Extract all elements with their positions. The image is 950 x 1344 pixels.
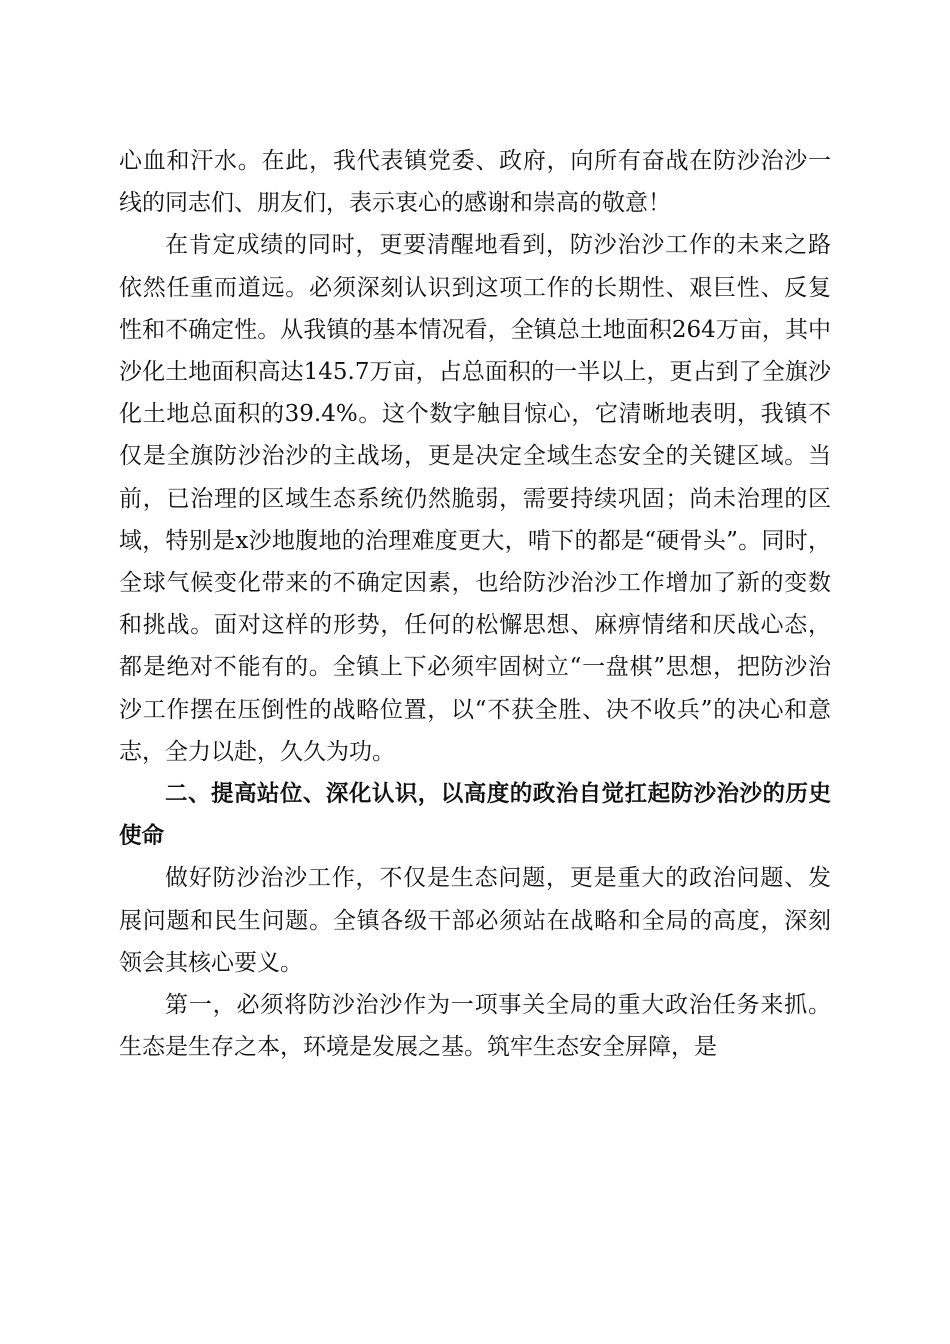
section-heading-2: 二、提高站位、深化认识，以高度的政治自觉扛起防沙治沙的历史使命 — [119, 781, 831, 850]
document-body — [119, 140, 831, 1068]
paragraph-point-first: 第一，必须将防沙治沙作为一项事关全局的重大政治任务来抓。生态是生存之本，环境是发展之基。筑牢生态安全屏障，是 — [119, 992, 831, 1061]
paragraph-current-situation: 在肯定成绩的同时，更要清醒地看到，防沙治沙工作的未来之路依然任重而道远。必须深刻认识到这项工作的长期性、艰巨性、反复性和不确定性。从我镇的基本情况看，全镇总土地面积264万亩，其中沙化土地面积高达145.7万亩，占总面积的一半以上，更占到了全旗沙化土地总面积的39.4%。这个数字触目惊心，它清晰地表明，我镇不仅是全旗防沙治沙的主战场，更是决定全域生态安全的关键区域。当前，已治理的区域生态系统仍然脆弱，需要持续巩固；尚未治理的区域，特别是x沙地腹地的治理难度更大，啃下的都是“硬骨头”。同时，全球气候变化带来的不确定因素，也给防沙治沙工作增加了新的变数和挑战。面对这样的形势，任何的松懈思想、麻痹情绪和厌战心态，都是绝对不能有的。全镇上下必须牢固树立“一盘棋”思想，把防沙治沙工作摆在压倒性的战略位置，以“不获全胜、决不收兵”的决心和意志，全力以赴，久久为功。 — [119, 232, 831, 765]
paragraph-section-intro: 做好防沙治沙工作，不仅是生态问题，更是重大的政治问题、发展问题和民生问题。全镇各级干部必须站在战略和全局的高度，深刻领会其核心要义。 — [119, 865, 831, 976]
paragraph-continuation: 心血和汗水。在此，我代表镇党委、政府，向所有奋战在防沙治沙一线的同志们、朋友们，表示衷心的感谢和崇高的敬意！ — [119, 148, 831, 217]
